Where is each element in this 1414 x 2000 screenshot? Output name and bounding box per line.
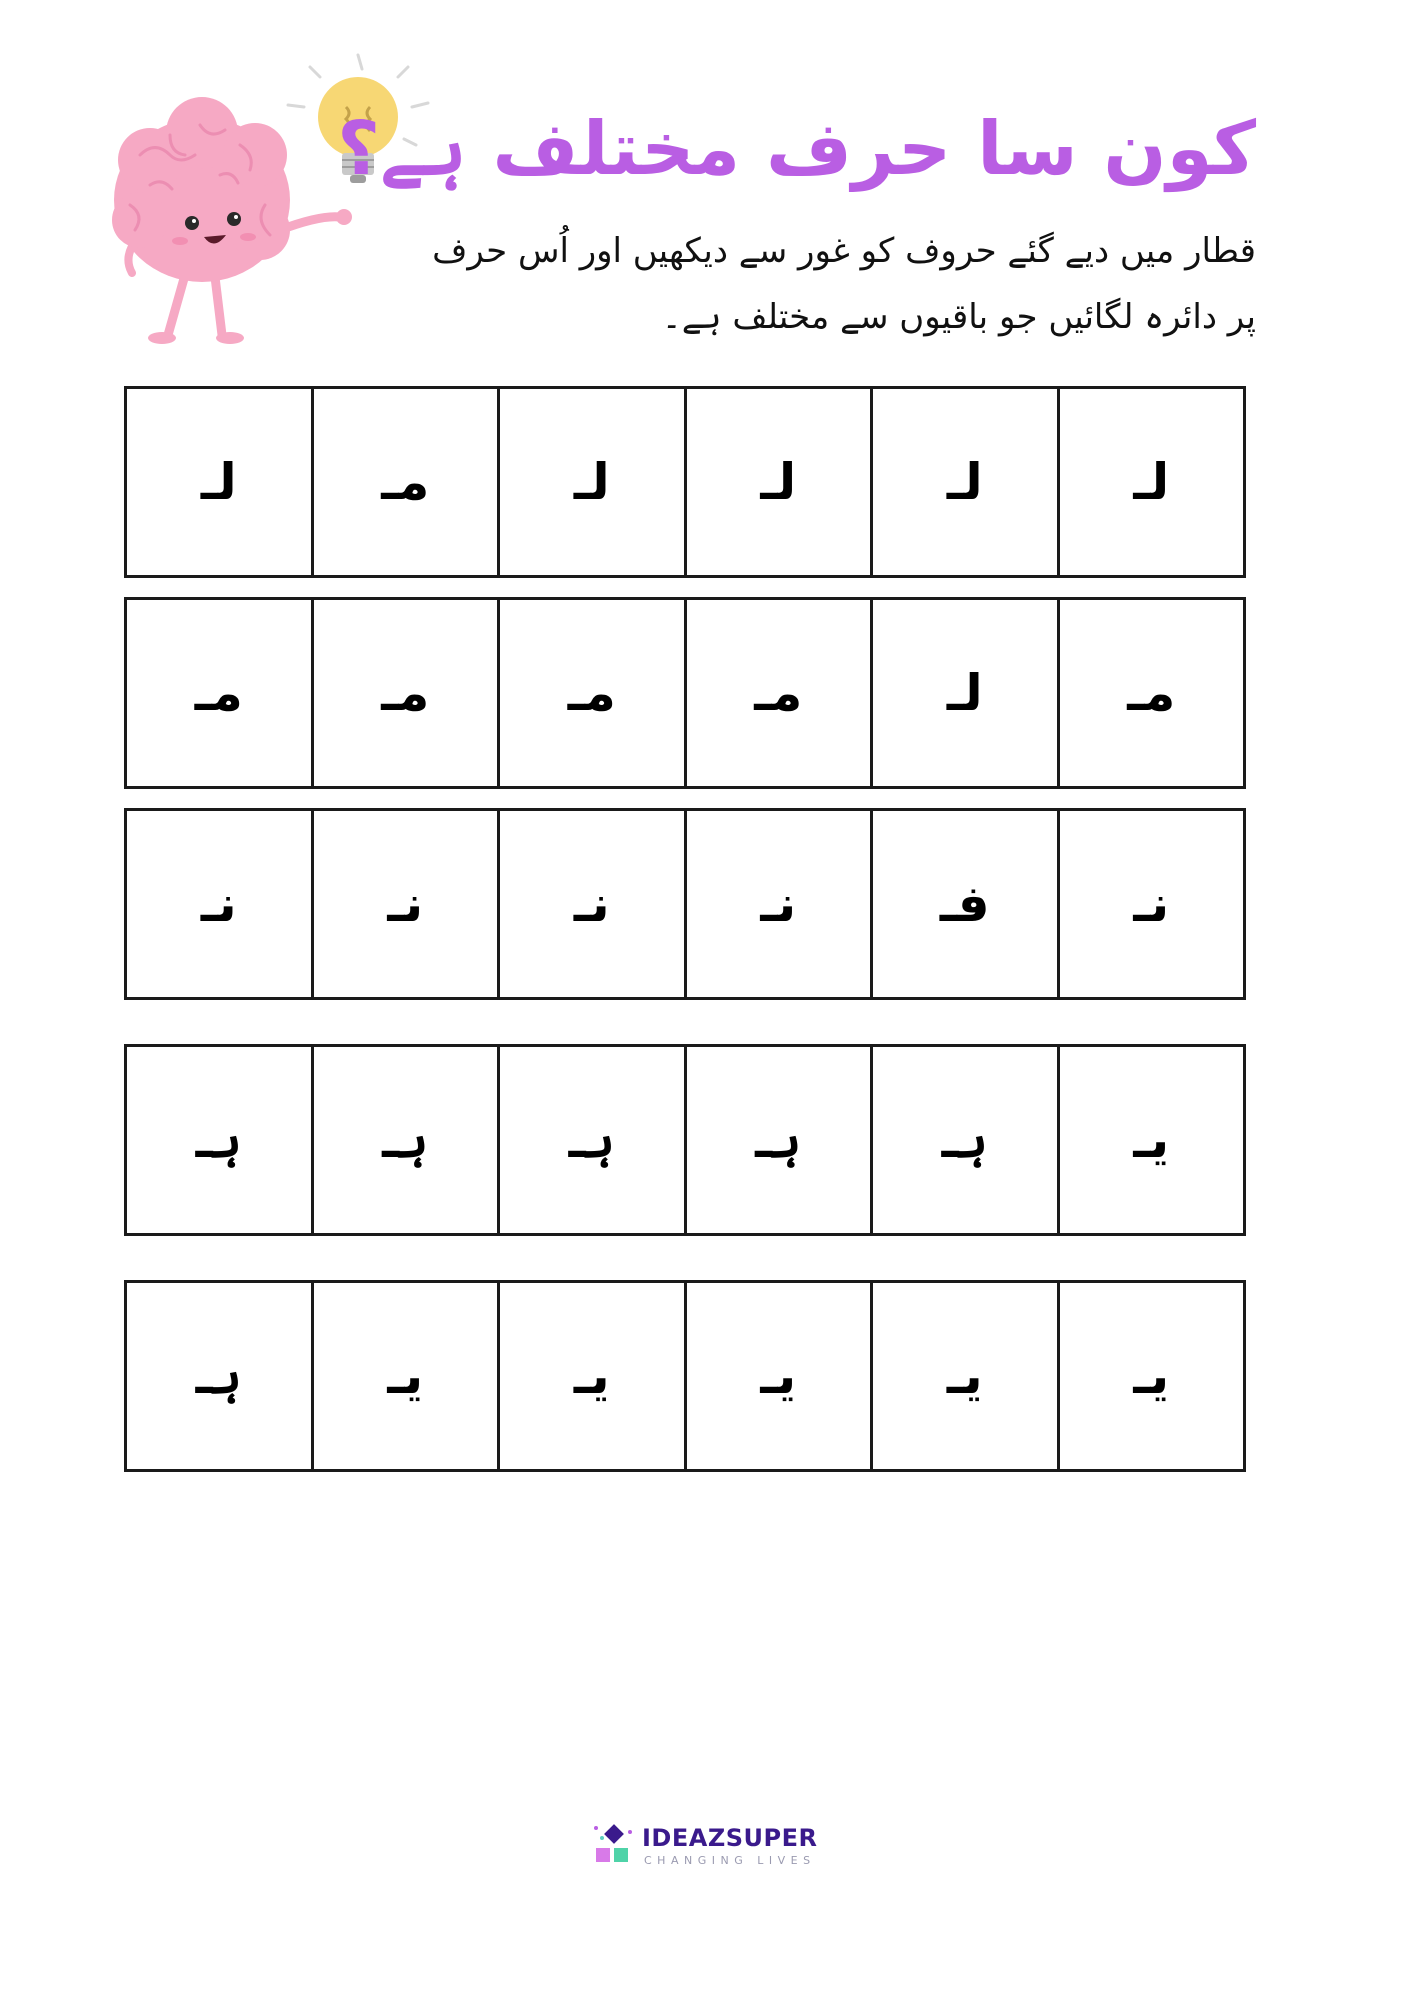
letter-row-1 xyxy=(124,386,1246,578)
instructions xyxy=(356,218,1256,350)
instructions-line-1: قطار میں دیے گئے حروف کو غور سے دیکھیں اور اُس حرف xyxy=(432,231,1256,271)
letter-grid xyxy=(124,386,1246,1491)
letter-cell[interactable]: نـ xyxy=(497,811,684,997)
letter-cell[interactable]: مـ xyxy=(311,600,498,786)
page-title: کون سا حرف مختلف ہے؟ xyxy=(337,106,1256,192)
brand-logo xyxy=(590,1822,830,1872)
instructions-line-2: پر دائرہ لگائیں جو باقیوں سے مختلف ہے۔ xyxy=(661,297,1256,337)
letter-cell[interactable]: مـ xyxy=(311,389,498,575)
letter-row-4 xyxy=(124,1044,1246,1236)
letter-cell[interactable]: ہـ xyxy=(497,1047,684,1233)
letter-cell[interactable]: ہـ xyxy=(195,1111,242,1169)
letter-cell[interactable]: ہـ xyxy=(195,1347,242,1405)
letter-cell[interactable]: یـ xyxy=(1057,1283,1244,1469)
letter-cell[interactable]: مـ xyxy=(1057,600,1244,786)
letter-cell[interactable]: لـ xyxy=(684,389,871,575)
brand-logo-icon xyxy=(590,1822,638,1868)
brand-name: IDEAZSUPER xyxy=(642,1824,818,1852)
letter-row-3 xyxy=(124,808,1246,1000)
letter-cell[interactable]: مـ xyxy=(684,600,871,786)
letter-cell[interactable]: ہـ xyxy=(684,1047,871,1233)
letter-cell[interactable]: لـ xyxy=(870,600,1057,786)
letter-cell[interactable]: لـ xyxy=(200,453,237,511)
letter-cell[interactable]: نـ xyxy=(200,875,237,933)
letter-cell[interactable]: مـ xyxy=(497,600,684,786)
letter-cell[interactable]: لـ xyxy=(870,389,1057,575)
brand-tagline: CHANGING LIVES xyxy=(644,1854,816,1867)
letter-cell[interactable]: مـ xyxy=(194,664,243,722)
letter-cell[interactable]: فـ xyxy=(870,811,1057,997)
letter-cell[interactable]: ہـ xyxy=(870,1047,1057,1233)
letter-cell[interactable]: نـ xyxy=(311,811,498,997)
letter-cell[interactable]: یـ xyxy=(311,1283,498,1469)
letter-cell[interactable]: لـ xyxy=(1057,389,1244,575)
letter-cell[interactable]: نـ xyxy=(1057,811,1244,997)
letter-cell[interactable]: یـ xyxy=(497,1283,684,1469)
letter-cell[interactable]: نـ xyxy=(684,811,871,997)
letter-cell[interactable]: یـ xyxy=(1057,1047,1244,1233)
letter-row-5 xyxy=(124,1280,1246,1472)
letter-cell[interactable]: لـ xyxy=(497,389,684,575)
letter-row-2 xyxy=(124,597,1246,789)
letter-cell[interactable]: ہـ xyxy=(311,1047,498,1233)
letter-cell[interactable]: یـ xyxy=(684,1283,871,1469)
letter-cell[interactable]: یـ xyxy=(870,1283,1057,1469)
